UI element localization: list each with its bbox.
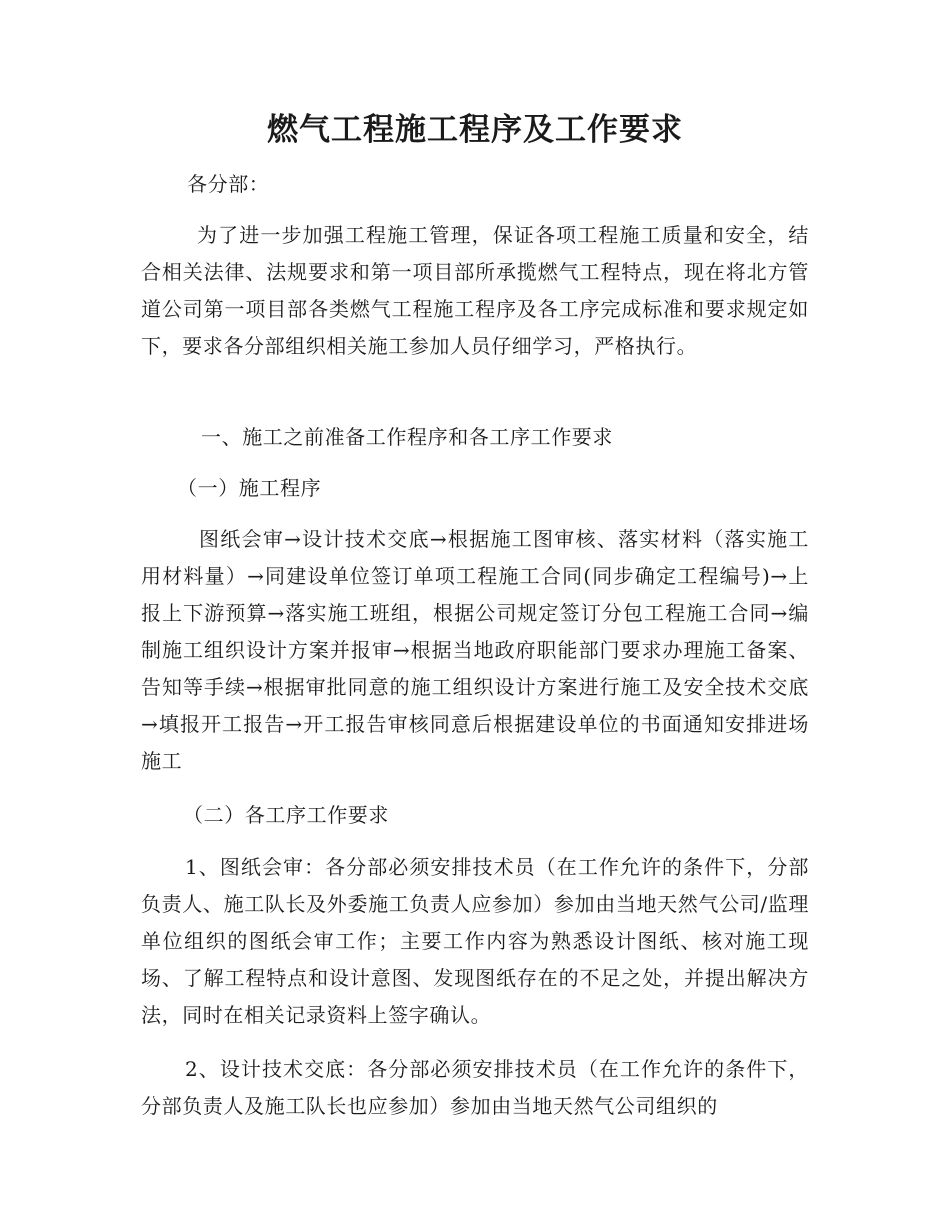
requirement-item-2: 2、设计技术交底：各分部必须安排技术员（在工作允许的条件下，分部负责人及施工队长也应参加）参加由当地天然气公司组织的 <box>141 1057 809 1118</box>
document-title: 燃气工程施工程序及工作要求 <box>267 112 683 148</box>
requirement-item-1: 1、图纸会审：各分部必须安排技术员（在工作允许的条件下，分部负责人、施工队长及外委施工负责人应参加）参加由当地天然气公司/监理单位组织的图纸会审工作；主要工作内容为熟悉设计图纸、核对施工现场、了解工程特点和设计意图、发现图纸存在的不足之处，并提出解决方法，同时在相关记录资料上签字确认。 <box>141 855 809 1027</box>
subsection-heading-requirements: （二）各工序工作要求 <box>183 803 389 827</box>
section-heading: 一、施工之前准备工作程序和各工序工作要求 <box>201 425 613 449</box>
salutation: 各分部： <box>187 172 270 196</box>
intro-paragraph: 为了进一步加强工程施工管理，保证各项工程施工质量和安全，结合相关法律、法规要求和第一项目部所承揽燃气工程特点，现在将北方管道公司第一项目部各类燃气工程施工程序及各工序完成标准和要求规定如下，要求各分部组织相关施工参加人员仔细学习，严格执行。 <box>141 223 809 358</box>
procedure-paragraph: 图纸会审→设计技术交底→根据施工图审核、落实材料（落实施工用材料量）→同建设单位签订单项工程施工合同(同步确定工程编号)→上报上下游预算→落实施工班组，根据公司规定签订分包工程施工合同→编制施工组织设计方案并报审→根据当地政府职能部门要求办理施工备案、告知等手续→根据审批同意的施工组织设计方案进行施工及安全技术交底→填报开工报告→开工报告审核同意后根据建设单位的书面通知安排进场施工 <box>141 527 809 773</box>
subsection-heading-procedure: （一）施工程序 <box>177 476 322 500</box>
